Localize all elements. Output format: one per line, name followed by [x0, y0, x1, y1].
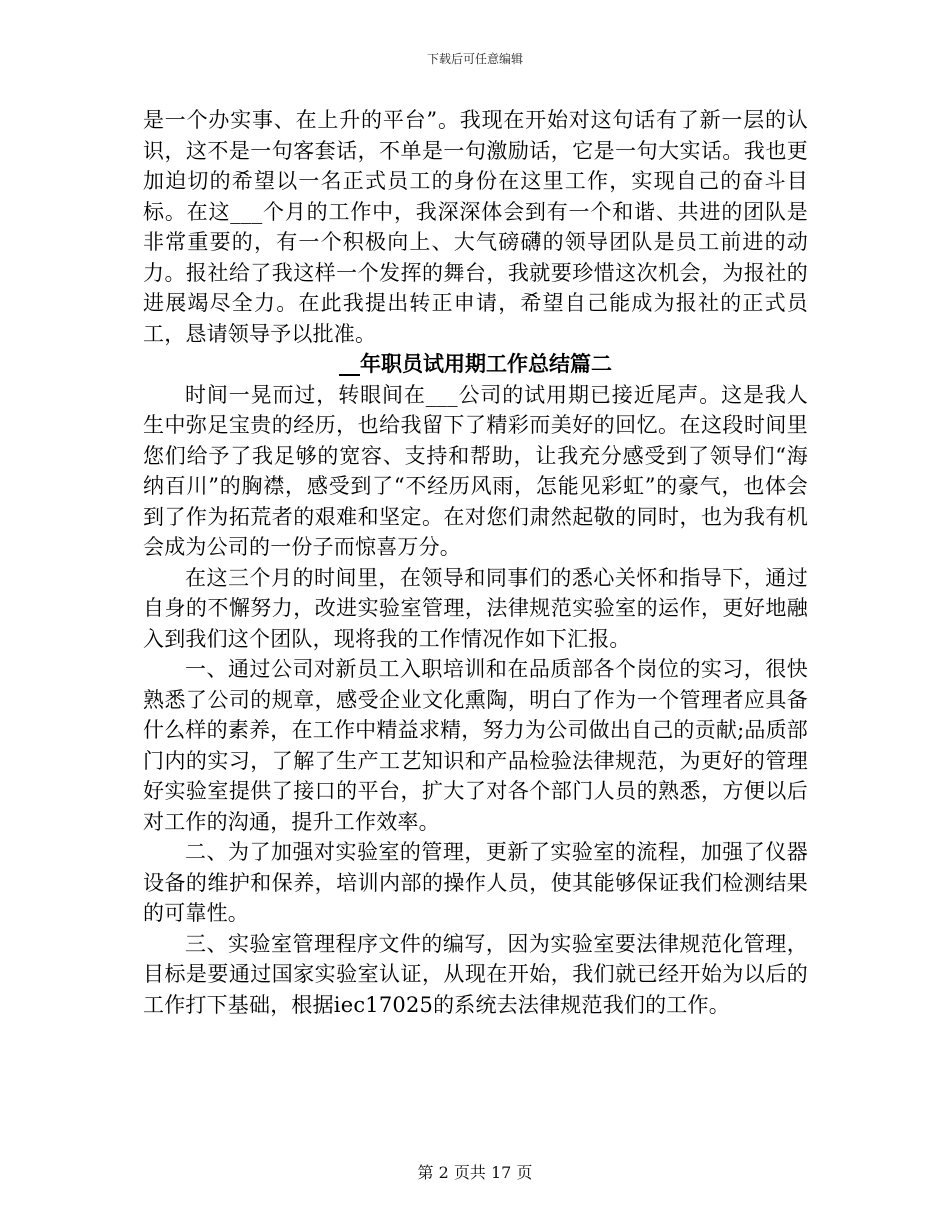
document-body — [143, 105, 808, 1020]
page-header-note: 下载后可任意编辑 — [426, 52, 523, 66]
paragraph-2: 时间一晃而过，转眼间在___公司的试用期已接近尾声。这是我人生中弥足宝贵的经历，也给我留下了精彩而美好的回忆。在这段时间里您们给予了我足够的宽容、支持和帮助，让我充分感受到了领导们“海纳百川”的胸襟，感受到了“不经历风雨，怎能见彩虹”的豪气，也体会到了作为拓荒者的艰难和坚定。在对您们肃然起敬的同时，也为我有机会成为公司的一份子而惊喜万分。 — [143, 382, 808, 559]
paragraph-1: 是一个办实事、在上升的平台”。我现在开始对这句话有了新一层的认识，这不是一句客套话，不单是一句激励话，它是一句大实话。我也更加迫切的希望以一名正式员工的身份在这里工作，实现自己的奋斗目标。在这___个月的工作中，我深深体会到有一个和谐、共进的团队是非常重要的，有一个积极向上、大气磅礴的领导团队是员工前进的动力。报社给了我这样一个发挥的舞台，我就要珍惜这次机会，为报社的进展竭尽全力。在此我提出转正申请，希望自己能成为报社的正式员工，恳请领导予以批准。 — [143, 108, 808, 346]
page-number-footer: 第 2 页共 17 页 — [417, 1163, 533, 1182]
paragraph-5: 二、为了加强对实验室的管理，更新了实验室的流程，加强了仪器设备的维护和保养，培训内部的操作人员，使其能够保证我们检测结果的可靠性。 — [143, 840, 808, 925]
paragraph-6: 三、实验室管理程序文件的编写，因为实验室要法律规范化管理，目标是要通过国家实验室认证，从现在开始，我们就已经开始为以后的工作打下基础，根据iec17025的系统去法律规范我们的工作。 — [143, 931, 808, 1017]
section-title: __年职员试用期工作总结篇二 — [339, 351, 612, 376]
paragraph-3: 在这三个月的时间里，在领导和同事们的悉心关怀和指导下，通过自身的不懈努力，改进实验室管理，法律规范实验室的运作，更好地融入到我们这个团队，现将我的工作情况作如下汇报。 — [143, 565, 808, 651]
paragraph-4: 一、通过公司对新员工入职培训和在品质部各个岗位的实习，很快熟悉了公司的规章，感受企业文化熏陶，明白了作为一个管理者应具备什么样的素养，在工作中精益求精，努力为公司做出自己的贡献;品质部门内的实习，了解了生产工艺知识和产品检验法律规范，为更好的管理好实验室提供了接口的平台，扩大了对各个部门人员的熟悉，方便以后对工作的沟通，提升工作效率。 — [143, 657, 808, 834]
